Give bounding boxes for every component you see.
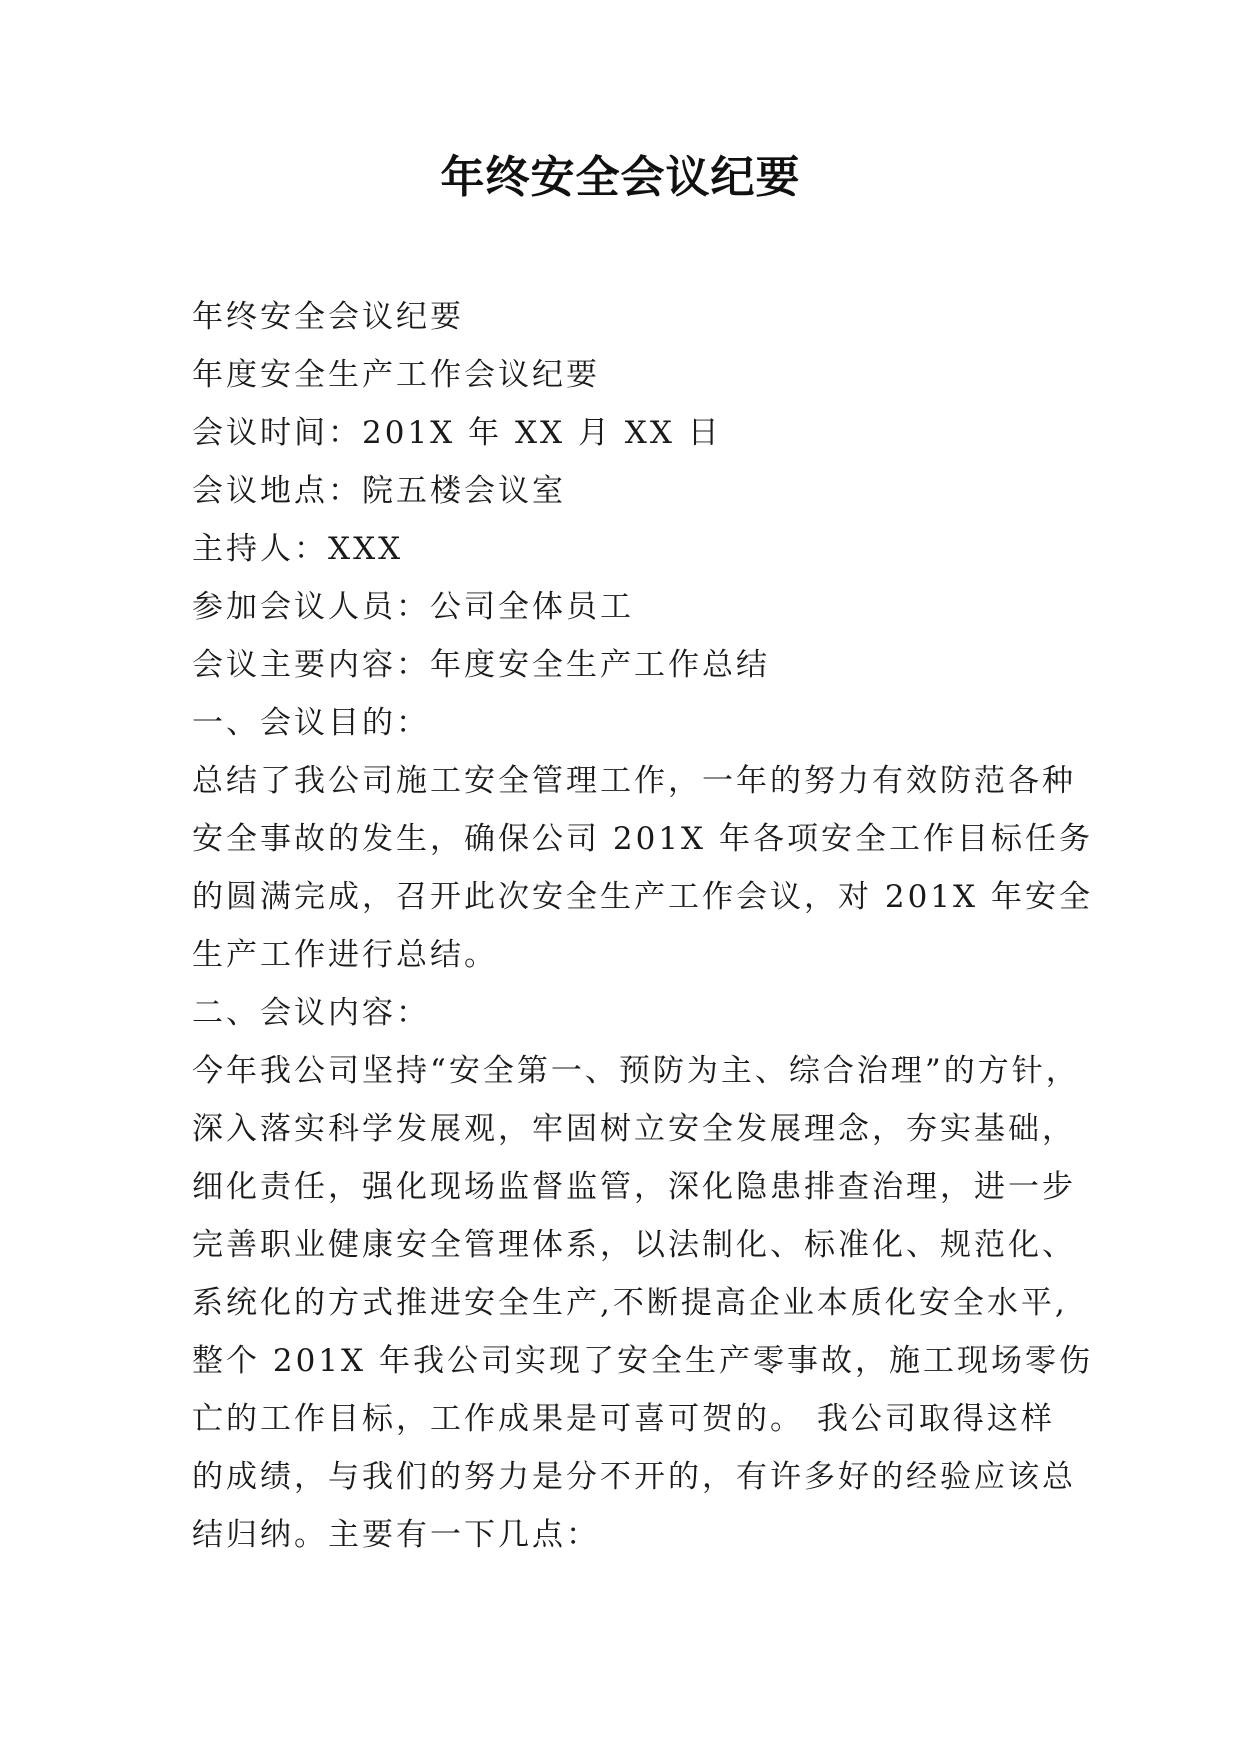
- document-body: [192, 288, 1093, 1564]
- body-line: 安全事故的发生，确保公司 201X 年各项安全工作目标任务: [192, 821, 1093, 857]
- body-line: 亡的工作目标，工作成果是可喜可贺的。 我公司取得这样: [192, 1401, 1055, 1437]
- meeting-attendees: 参加会议人员：公司全体员工: [192, 589, 634, 625]
- section-heading-content: 二、会议内容：: [192, 995, 430, 1031]
- body-line: 今年我公司坚持“安全第一、预防为主、综合治理”的方针，: [192, 1053, 1080, 1089]
- body-line: 整个 201X 年我公司实现了安全生产零事故，施工现场零伤: [192, 1343, 1093, 1379]
- body-line: 的成绩，与我们的努力是分不开的，有许多好的经验应该总: [192, 1459, 1076, 1495]
- body-line: 系统化的方式推进安全生产,不断提高企业本质化安全水平,: [192, 1285, 1068, 1321]
- document-title: 年终安全会议纪要: [440, 152, 801, 203]
- body-line: 深入落实科学发展观，牢固树立安全发展理念，夯实基础，: [192, 1111, 1076, 1147]
- meeting-host: 主持人：XXX: [192, 531, 404, 567]
- meeting-location: 会议地点：院五楼会议室: [192, 473, 566, 509]
- body-line: 结归纳。主要有一下几点：: [192, 1517, 600, 1553]
- meeting-topic: 会议主要内容：年度安全生产工作总结: [192, 647, 770, 683]
- meeting-time: 会议时间：201X 年 XX 月 XX 日: [192, 415, 722, 451]
- section-heading-purpose: 一、会议目的：: [192, 705, 430, 741]
- body-line: 年度安全生产工作会议纪要: [192, 357, 600, 393]
- body-line: 生产工作进行总结。: [192, 937, 498, 973]
- body-line: 年终安全会议纪要: [192, 299, 464, 335]
- body-line: 的圆满完成，召开此次安全生产工作会议，对 201X 年安全: [192, 879, 1093, 915]
- body-line: 细化责任，强化现场监督监管，深化隐患排查治理，进一步: [192, 1169, 1076, 1205]
- body-line: 完善职业健康安全管理体系，以法制化、标准化、规范化、: [192, 1227, 1076, 1263]
- body-line: 总结了我公司施工安全管理工作，一年的努力有效防范各种: [192, 763, 1076, 799]
